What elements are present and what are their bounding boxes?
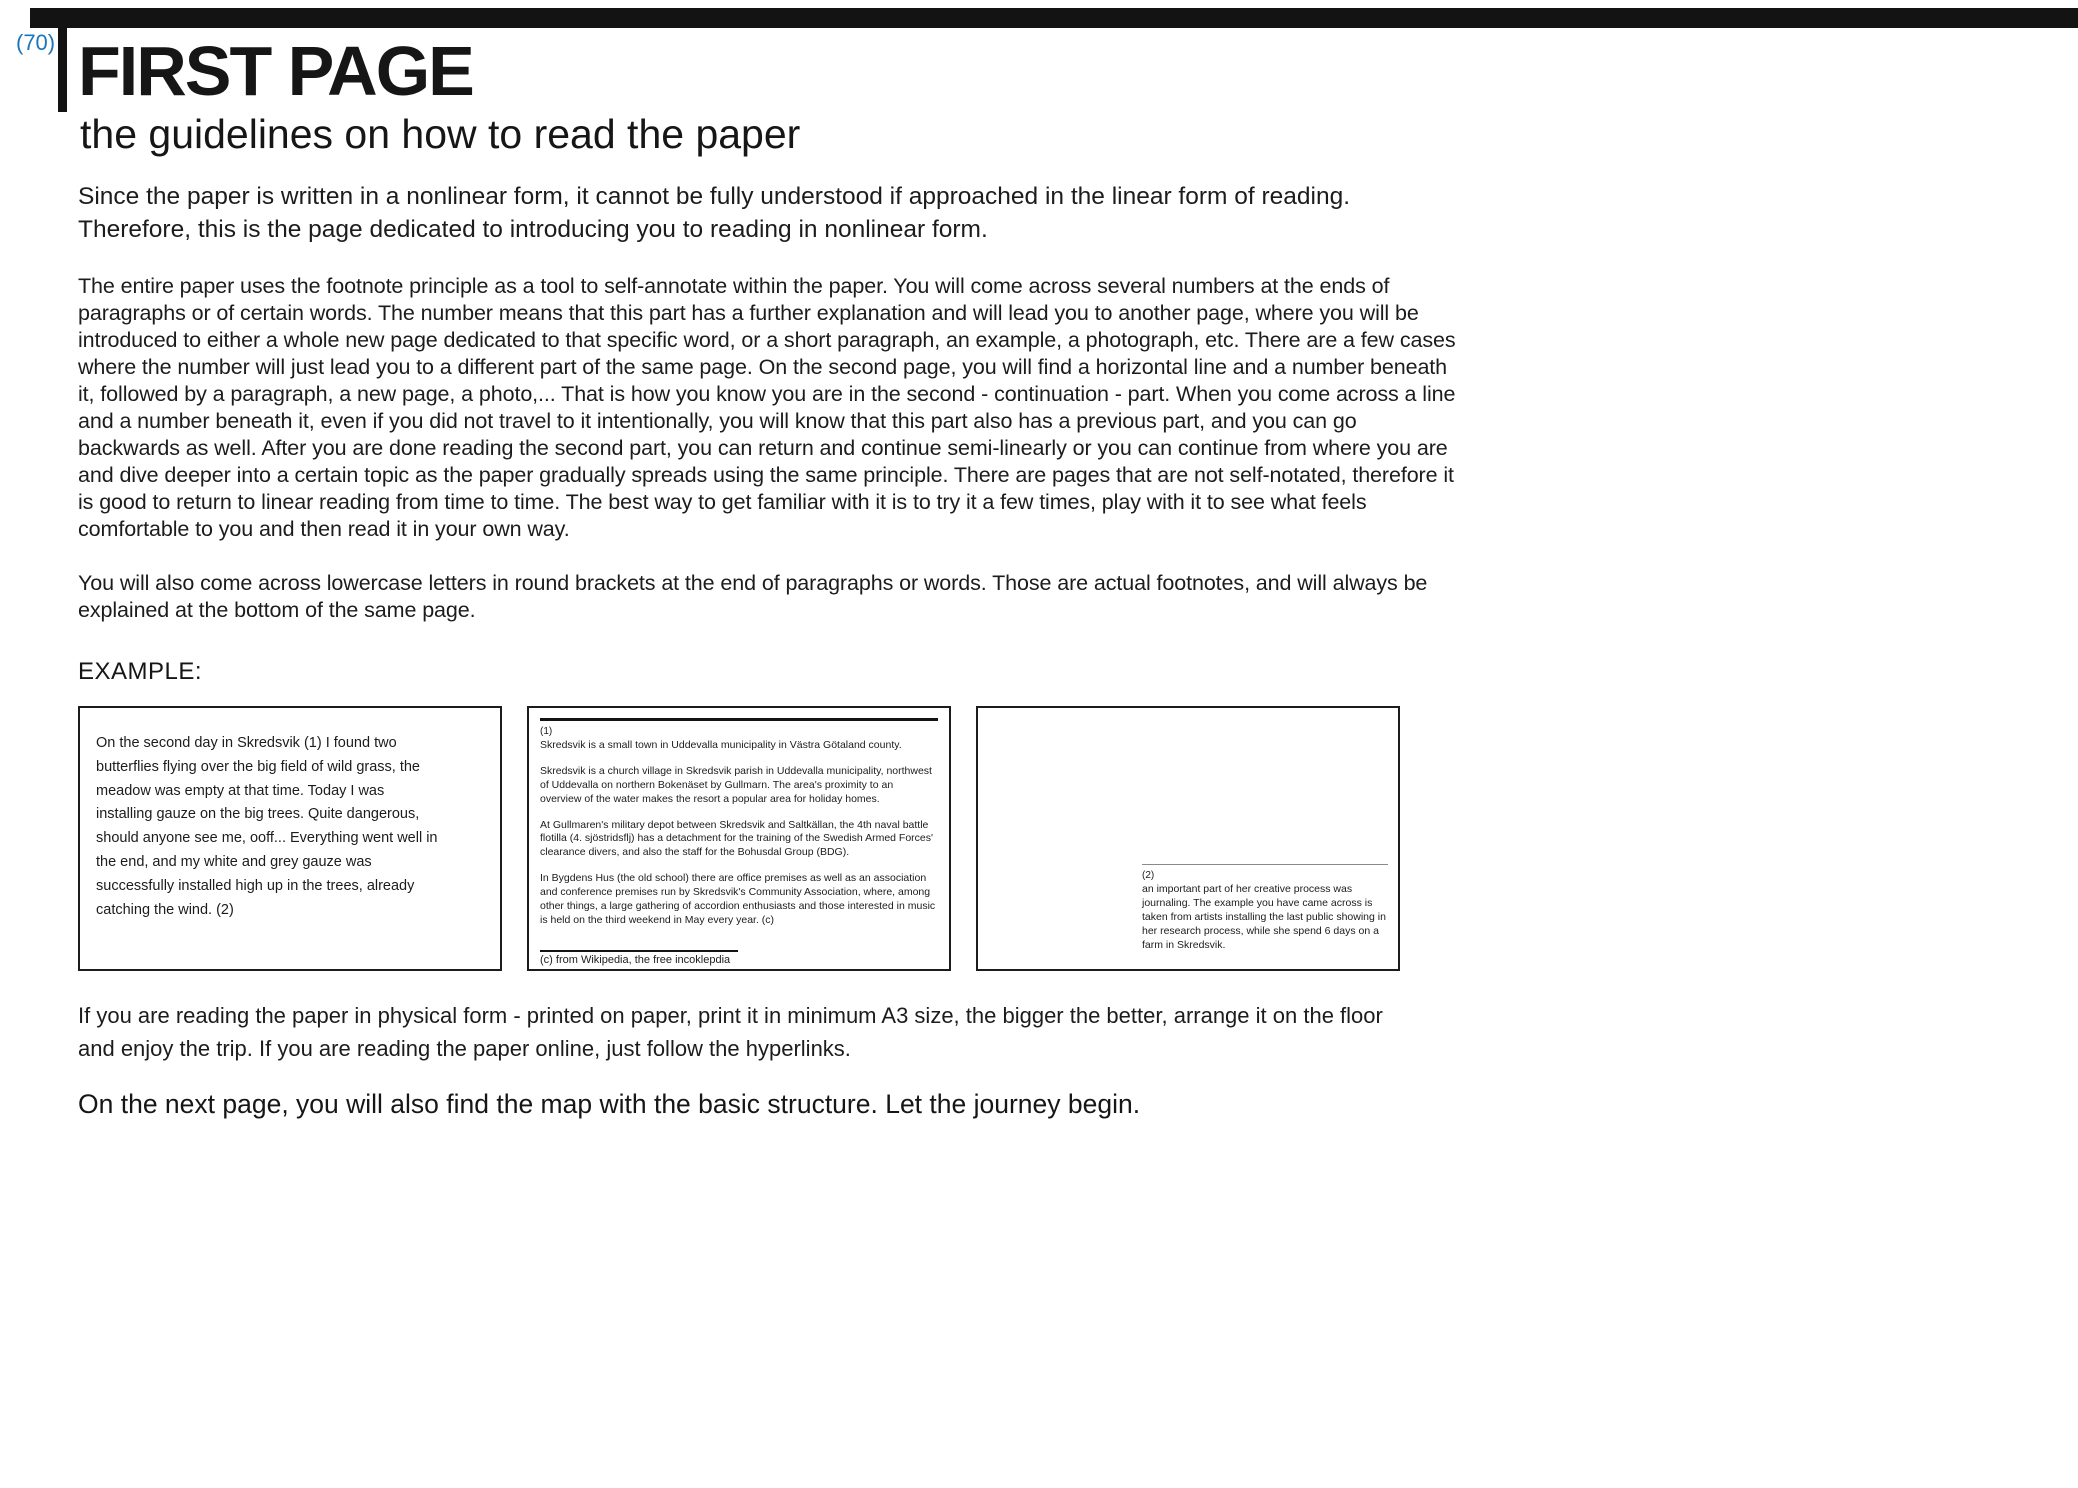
example-box-story <box>78 706 502 971</box>
next-page-note: On the next page, you will also find the map with the basic structure. Let the journey begin. <box>78 1088 1141 1119</box>
example-box-footnote-1 <box>527 706 951 971</box>
left-border-bar <box>58 8 67 112</box>
top-border-bar <box>30 8 2078 28</box>
footnote-1-number: (1) <box>540 725 553 737</box>
page-number: (70) <box>16 30 56 55</box>
footnote-1-paragraph: Skredsvik is a small town in Uddevalla municipality in Västra Götaland county. <box>540 738 902 751</box>
print-instructions-paragraph: If you are reading the paper in physical form - printed on paper, print it in minimum A3 size, the bigger the better, arrange it on the floor and enjoy the trip. If you are reading the paper online, just follow the hyperlinks. <box>78 1002 1383 1061</box>
intro-paragraph: Since the paper is written in a nonlinear form, it cannot be fully understood if approached in the linear form of reading. Therefore, this is the page dedicated to introducing you to reading in nonlinear form. <box>78 183 1351 243</box>
footnote-1-paragraph: Skredsvik is a church village in Skredsvik parish in Uddevalla municipality, northwest of Uddevalla on northern Bokenäset by Gullmarn. The area's proximity to an overview of the water makes the resort a popular area for holiday homes. <box>540 764 932 805</box>
wikipedia-credit <box>540 950 738 966</box>
page-subtitle: the guidelines on how to read the paper <box>80 111 801 157</box>
continuation-rule <box>540 718 938 721</box>
page-title: FIRST PAGE <box>78 32 473 110</box>
credit-text: (c) from Wikipedia, the free incoklepdia <box>540 953 731 966</box>
credit-rule <box>540 950 738 952</box>
footnote-1-paragraph: At Gullmaren's military depot between Skredsvik and Saltkällan, the 4th naval battle flotilla (4. sjöstridsflj) has a detachment for the training of the Swedish Armed Forces' clearance divers, and also the staff for the Bohusdal Group (BDG). <box>540 818 934 859</box>
example-boxes <box>78 706 1400 971</box>
footnote-1-paragraph: In Bygdens Hus (the old school) there are office premises as well as an association and conference premises run by Skredsvik's Community Association, where, among other things, a large gathering of accordion enthusiasts and those interested in music is held on the third weekend in May every year. (c) <box>540 872 936 927</box>
example-box-footnote-2 <box>976 706 1400 971</box>
round-brackets-paragraph: You will also come across lowercase letters in round brackets at the end of paragraphs or words. Those are actual footnotes, and will always be explained at the bottom of the same page. <box>78 570 1428 622</box>
footnote-2-number: (2) <box>1142 869 1155 881</box>
story-text: On the second day in Skredsvik (1) I found two butterflies flying over the big field of wild grass, the meadow was empty at that time. Today I was installing gauze on the big trees. Quite dangerous, should anyone see me, ooff... Everything went well in the end, and my white and grey gauze was successfully installed high up in the trees, already catching the wind. (2) <box>96 734 438 919</box>
example-heading: EXAMPLE: <box>78 657 203 685</box>
document-page <box>78 32 1463 1121</box>
footnote-principle-paragraph: The entire paper uses the footnote principle as a tool to self-annotate within the paper. You will come across several numbers at the ends of paragraphs or of certain words. The number means that this part has a further explanation and will lead you to another page, where you will be introduced to either a whole new page dedicated to that specific word, or a short paragraph, an example, a photograph, etc. There are a few cases where the number will just lead you to a different part of the same page. On the second page, you will find a horizontal line and a number beneath it, followed by a paragraph, a new page, a photo,... That is how you know you are in the second - continuation - part. When you come across a line and a number beneath it, even if you did not travel to it intentionally, you will know that this part also has a previous part, and you can go backwards as well. After you are done reading the second part, you can return and continue semi-linearly or you can continue from where you are and dive deeper into a certain topic as the paper gradually spreads using the same principle. There are pages that are not self-notated, therefore it is good to return to linear reading from time to time. The best way to get familiar with it is to try it a few times, play with it to see what feels comfortable to you and then read it in your own way. <box>78 273 1456 542</box>
footnote-2-text: an important part of her creative process was journaling. The example you have came across is taken from artists installing the last public showing in her research process, while she spend 6 days on a farm in Skredsvik. <box>1142 882 1386 951</box>
footnote-2-rule <box>1142 864 1388 865</box>
footnote-2-block <box>1142 864 1388 953</box>
